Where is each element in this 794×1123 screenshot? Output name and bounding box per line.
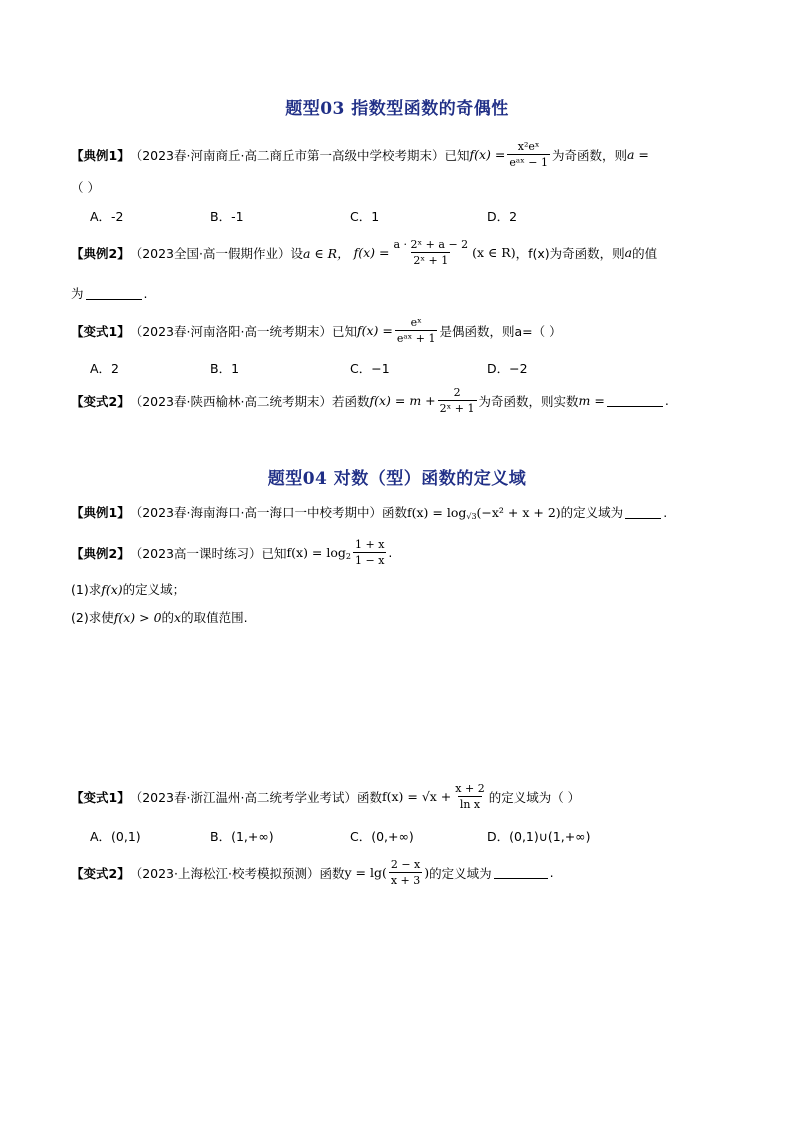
numerator: x²eˣ xyxy=(517,140,540,153)
denominator: 1 − x xyxy=(354,554,385,567)
s04-example1 xyxy=(71,503,667,521)
function-expr: y = lg( xyxy=(344,865,387,880)
function-expr: f(x) = log xyxy=(406,504,467,520)
period: . xyxy=(388,545,393,560)
question-source: （2023春·陕西榆林·高二统考期末）若函数 xyxy=(129,393,370,409)
option-b: B．1 xyxy=(210,361,240,376)
option-d: D．2 xyxy=(487,209,518,224)
answer-paren: （ ） xyxy=(71,180,100,195)
function-expr: f(x) = xyxy=(356,323,393,338)
fraction xyxy=(453,782,486,811)
option-c: C．1 xyxy=(350,209,380,224)
question-source: （2023全国·高一假期作业）设 xyxy=(129,245,303,261)
s03-variant2 xyxy=(71,386,669,415)
section-03-title: 题型03 指数型函数的奇偶性 xyxy=(285,99,509,119)
period: . xyxy=(143,285,148,301)
function-expr: f(x) = m + xyxy=(369,393,436,408)
question-source: （2023高一课时练习）已知 xyxy=(129,545,287,561)
log-base: 2 xyxy=(345,552,351,561)
numerator: eˣ xyxy=(410,316,422,329)
question-tag: 【典例1】 xyxy=(71,505,130,520)
numerator: x + 2 xyxy=(455,782,485,795)
question-tag: 【典例2】 xyxy=(71,245,130,261)
period: . xyxy=(663,504,668,520)
domain-note: (x ∈ R) xyxy=(472,245,516,260)
question-tag: 【典例2】 xyxy=(71,545,130,561)
s04-example2-part2 xyxy=(71,608,248,626)
question-source: （2023春·浙江温州·高二统考学业考试）函数 xyxy=(129,789,382,805)
close-paren: ) xyxy=(424,865,430,880)
denominator: 2ˣ + 1 xyxy=(439,402,475,415)
s04-example2-part1 xyxy=(71,580,185,598)
variable-a: a = xyxy=(627,147,649,162)
log-base: √3 xyxy=(466,511,477,521)
s04-example2 xyxy=(71,538,392,567)
condition: a ∈ R， xyxy=(303,245,350,261)
fraction xyxy=(353,538,386,567)
question-tag: 【变式1】 xyxy=(71,323,130,339)
function-expr: f(x) = xyxy=(469,147,506,162)
answer-blank[interactable] xyxy=(607,394,663,407)
numerator: 1 + x xyxy=(354,538,385,551)
fraction xyxy=(389,858,422,887)
question-text-tail: 的取值范围. xyxy=(181,610,248,625)
question-source: （2023春·河南洛阳·高一统考期末）已知 xyxy=(129,323,357,339)
denominator: eᵃˣ + 1 xyxy=(396,332,436,345)
fraction xyxy=(507,140,550,169)
variable-a: a xyxy=(624,245,633,260)
fraction xyxy=(391,238,470,267)
numerator: a · 2ˣ + a − 2 xyxy=(393,238,469,251)
s03-example2 xyxy=(71,238,657,267)
variable-x: x xyxy=(174,609,182,625)
fraction xyxy=(438,386,477,415)
option-b: B．-1 xyxy=(210,209,244,224)
period: . xyxy=(664,393,669,408)
numerator: 2 xyxy=(453,386,461,399)
numerator: 2 − x xyxy=(390,858,421,871)
question-text: 为 xyxy=(71,286,84,301)
variable-a: a=（ ） xyxy=(514,323,562,339)
denominator: eᵃˣ − 1 xyxy=(509,156,548,169)
variable-m: m = xyxy=(578,393,605,408)
answer-blank[interactable] xyxy=(86,287,142,300)
question-text: 的 xyxy=(161,610,175,625)
function-expr: f(x) = xyxy=(353,245,390,260)
function-expr: f(x) = log xyxy=(286,545,346,560)
question-source: （2023春·海南海口·高一海口一中校考期中）函数 xyxy=(129,505,407,520)
question-text-tail: 的值 xyxy=(632,245,658,261)
answer-blank[interactable] xyxy=(625,506,661,519)
s03-variant1 xyxy=(71,316,562,345)
denominator: 2ˣ + 1 xyxy=(413,254,449,267)
question-tag: 【典例1】 xyxy=(71,147,130,163)
option-c: C．(0,+∞) xyxy=(350,829,414,844)
fraction xyxy=(395,316,438,345)
option-c: C．−1 xyxy=(350,361,390,376)
question-source: （2023春·河南商丘·高二商丘市第一高级中学校考期末）已知 xyxy=(129,147,470,163)
answer-blank[interactable] xyxy=(494,866,548,879)
question-text: 为奇函数，则实数 xyxy=(478,393,579,409)
s03-example2-line2 xyxy=(71,284,148,302)
option-d: D．(0,1)∪(1,+∞) xyxy=(487,829,591,844)
part-label: (2)求使 xyxy=(71,610,114,625)
period: . xyxy=(549,865,554,880)
s04-variant2 xyxy=(71,858,554,887)
function-expr: f(x) > 0 xyxy=(113,609,162,625)
question-text: 为奇函数，则 xyxy=(551,147,627,163)
question-text: 的定义域为（ ） xyxy=(488,789,581,805)
denominator: x + 3 xyxy=(390,874,421,887)
option-a: A．2 xyxy=(90,361,120,376)
section-04-title: 题型04 对数（型）函数的定义域 xyxy=(267,469,527,489)
s03-example1 xyxy=(71,140,649,169)
option-d: D．−2 xyxy=(487,361,528,376)
denominator: ln x xyxy=(459,798,481,811)
log-argument: (−x² + x + 2) xyxy=(476,504,561,520)
function-expr: f(x) = √x + xyxy=(381,789,452,804)
option-b: B．(1,+∞) xyxy=(210,829,274,844)
s04-variant1 xyxy=(71,782,580,811)
question-text: 是偶函数，则 xyxy=(439,323,515,339)
question-text: ，f(x)为奇函数，则 xyxy=(515,245,625,261)
question-text: 的定义域为 xyxy=(560,505,624,520)
question-tag: 【变式1】 xyxy=(71,789,130,805)
question-source: （2023·上海松江·校考模拟预测）函数 xyxy=(129,865,345,881)
function-expr: f(x) xyxy=(101,581,123,597)
question-tag: 【变式2】 xyxy=(71,865,130,881)
question-tag: 【变式2】 xyxy=(71,393,130,409)
option-a: A．(0,1) xyxy=(90,829,141,844)
option-a: A．-2 xyxy=(90,209,124,224)
question-text: 的定义域为 xyxy=(429,865,492,881)
question-text: 的定义域； xyxy=(122,582,186,597)
part-label: (1)求 xyxy=(71,582,102,597)
